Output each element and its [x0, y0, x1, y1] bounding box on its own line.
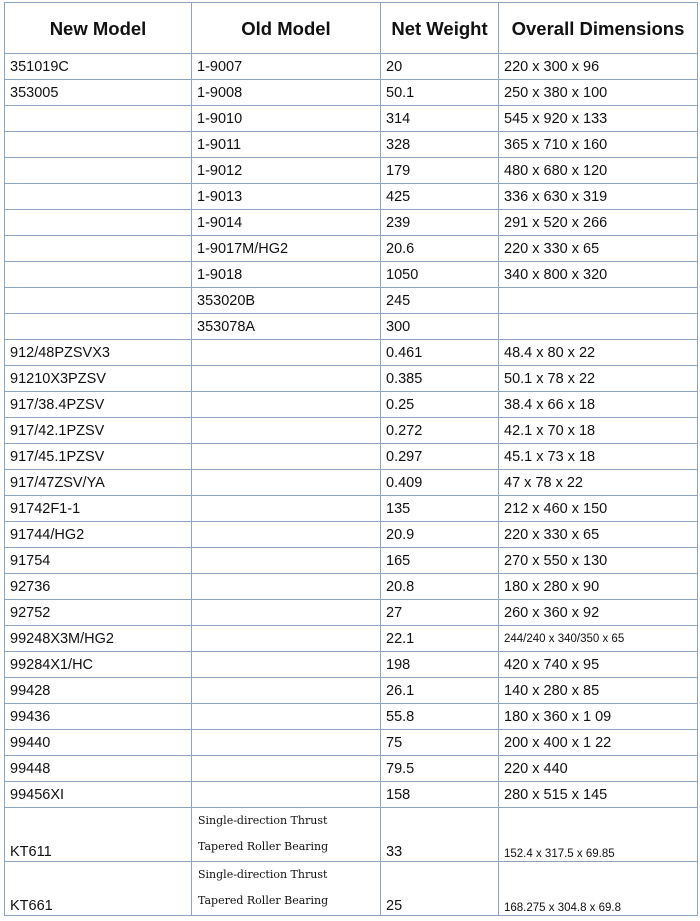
new-model-cell: 99284X1/HC	[5, 652, 192, 678]
new-model-cell: 99448	[5, 756, 192, 782]
table-row	[5, 80, 698, 106]
dimensions-cell: 152.4 x 317.5 x 69.85	[499, 808, 698, 862]
table-row	[5, 574, 698, 600]
net-weight-cell: 20.6	[381, 236, 499, 262]
table-row	[5, 418, 698, 444]
table-row	[5, 340, 698, 366]
net-weight-cell: 75	[381, 730, 499, 756]
new-model-cell: 353005	[5, 80, 192, 106]
net-weight-cell: 245	[381, 288, 499, 314]
old-model-cell: 1-9010	[192, 106, 381, 132]
new-model-cell: 99436	[5, 704, 192, 730]
dimensions-cell: 250 x 380 x 100	[499, 80, 698, 106]
net-weight-cell: 50.1	[381, 80, 499, 106]
table-row	[5, 184, 698, 210]
old-model-cell: 1-9018	[192, 262, 381, 288]
net-weight-cell: 314	[381, 106, 499, 132]
table-row	[5, 54, 698, 80]
new-model-cell	[5, 236, 192, 262]
table-row	[5, 236, 698, 262]
old-model-cell	[192, 470, 381, 496]
table-row	[5, 262, 698, 288]
dimensions-cell: 200 x 400 x 1 22	[499, 730, 698, 756]
old-model-cell	[192, 548, 381, 574]
dimensions-cell: 220 x 330 x 65	[499, 522, 698, 548]
description-line: Tapered Roller Bearing	[198, 840, 329, 853]
old-model-cell: 1-9007	[192, 54, 381, 80]
new-model-cell: KT611	[5, 808, 192, 862]
new-model-cell: 92752	[5, 600, 192, 626]
old-model-cell	[192, 756, 381, 782]
table-row	[5, 600, 698, 626]
old-model-cell	[192, 600, 381, 626]
description-line: Single-direction Thrust	[198, 868, 328, 881]
net-weight-cell: 26.1	[381, 678, 499, 704]
dimensions-cell: 365 x 710 x 160	[499, 132, 698, 158]
new-model-cell	[5, 106, 192, 132]
net-weight-cell: 20.9	[381, 522, 499, 548]
old-model-cell: 353020B	[192, 288, 381, 314]
old-model-cell: 1-9017M/HG2	[192, 236, 381, 262]
dimensions-cell: 340 x 800 x 320	[499, 262, 698, 288]
dimensions-cell: 480 x 680 x 120	[499, 158, 698, 184]
net-weight-cell: 20	[381, 54, 499, 80]
table-row	[5, 158, 698, 184]
header-old-model: Old Model	[192, 3, 381, 54]
old-model-cell: 1-9008	[192, 80, 381, 106]
net-weight-cell: 300	[381, 314, 499, 340]
table-body	[5, 54, 698, 916]
dimensions-cell: 180 x 360 x 1 09	[499, 704, 698, 730]
old-model-cell	[192, 730, 381, 756]
dimensions-cell: 140 x 280 x 85	[499, 678, 698, 704]
bearing-models-table	[4, 2, 698, 916]
dimensions-cell: 42.1 x 70 x 18	[499, 418, 698, 444]
table-header	[5, 3, 698, 54]
net-weight-cell: 198	[381, 652, 499, 678]
old-model-cell	[192, 418, 381, 444]
old-model-cell	[192, 522, 381, 548]
net-weight-cell: 20.8	[381, 574, 499, 600]
table-row	[5, 862, 698, 916]
old-model-cell	[192, 574, 381, 600]
net-weight-cell: 25	[381, 862, 499, 916]
dimensions-cell: 244/240 x 340/350 x 65	[499, 626, 698, 652]
net-weight-cell: 158	[381, 782, 499, 808]
table-row	[5, 392, 698, 418]
header-net-weight: Net Weight	[381, 3, 499, 54]
new-model-cell: 917/47ZSV/YA	[5, 470, 192, 496]
net-weight-cell: 239	[381, 210, 499, 236]
old-model-cell: 1-9014	[192, 210, 381, 236]
old-model-cell: 1-9012	[192, 158, 381, 184]
net-weight-cell: 27	[381, 600, 499, 626]
old-model-cell	[192, 782, 381, 808]
table-row	[5, 704, 698, 730]
net-weight-cell: 1050	[381, 262, 499, 288]
dimensions-cell: 180 x 280 x 90	[499, 574, 698, 600]
table-row	[5, 132, 698, 158]
old-model-cell	[192, 652, 381, 678]
table-row	[5, 210, 698, 236]
description-line: Single-direction Thrust	[198, 814, 328, 827]
table-row	[5, 548, 698, 574]
old-model-cell: 1-9013	[192, 184, 381, 210]
net-weight-cell: 0.272	[381, 418, 499, 444]
new-model-cell: 99440	[5, 730, 192, 756]
dimensions-cell: 168.275 x 304.8 x 69.8	[499, 862, 698, 916]
table-row	[5, 782, 698, 808]
new-model-cell: 99456XI	[5, 782, 192, 808]
header-row	[5, 3, 698, 54]
new-model-cell: KT661	[5, 862, 192, 916]
dimensions-cell: 212 x 460 x 150	[499, 496, 698, 522]
old-model-cell	[192, 704, 381, 730]
new-model-cell: 91754	[5, 548, 192, 574]
table-row	[5, 808, 698, 862]
table-row	[5, 652, 698, 678]
new-model-cell	[5, 132, 192, 158]
net-weight-cell: 33	[381, 808, 499, 862]
old-model-cell	[192, 496, 381, 522]
dimensions-cell: 270 x 550 x 130	[499, 548, 698, 574]
header-overall-dimensions: Overall Dimensions	[499, 3, 698, 54]
dimensions-cell: 47 x 78 x 22	[499, 470, 698, 496]
dimensions-cell: 45.1 x 73 x 18	[499, 444, 698, 470]
new-model-cell	[5, 158, 192, 184]
dimensions-cell: 50.1 x 78 x 22	[499, 366, 698, 392]
dimensions-cell: 336 x 630 x 319	[499, 184, 698, 210]
net-weight-cell: 0.385	[381, 366, 499, 392]
table-row	[5, 314, 698, 340]
new-model-cell: 912/48PZSVX3	[5, 340, 192, 366]
new-model-cell: 99428	[5, 678, 192, 704]
new-model-cell	[5, 210, 192, 236]
old-model-cell	[192, 366, 381, 392]
old-model-description-cell	[192, 862, 381, 916]
old-model-description-cell	[192, 808, 381, 862]
new-model-cell	[5, 184, 192, 210]
dimensions-cell: 260 x 360 x 92	[499, 600, 698, 626]
old-model-cell: 353078A	[192, 314, 381, 340]
dimensions-cell: 38.4 x 66 x 18	[499, 392, 698, 418]
new-model-cell: 92736	[5, 574, 192, 600]
new-model-cell: 351019C	[5, 54, 192, 80]
dimensions-cell: 545 x 920 x 133	[499, 106, 698, 132]
dimensions-cell: 280 x 515 x 145	[499, 782, 698, 808]
new-model-cell: 917/45.1PZSV	[5, 444, 192, 470]
net-weight-cell: 165	[381, 548, 499, 574]
table-row	[5, 470, 698, 496]
new-model-cell: 99248X3M/HG2	[5, 626, 192, 652]
table-row	[5, 678, 698, 704]
net-weight-cell: 55.8	[381, 704, 499, 730]
table-row	[5, 366, 698, 392]
new-model-cell: 91742F1-1	[5, 496, 192, 522]
table-row	[5, 496, 698, 522]
new-model-cell: 91210X3PZSV	[5, 366, 192, 392]
new-model-cell: 917/38.4PZSV	[5, 392, 192, 418]
net-weight-cell: 0.461	[381, 340, 499, 366]
table-row	[5, 288, 698, 314]
net-weight-cell: 135	[381, 496, 499, 522]
net-weight-cell: 328	[381, 132, 499, 158]
table-row	[5, 730, 698, 756]
dimensions-cell	[499, 288, 698, 314]
dimensions-cell: 220 x 440	[499, 756, 698, 782]
table-row	[5, 756, 698, 782]
dimensions-cell: 220 x 330 x 65	[499, 236, 698, 262]
dimensions-cell	[499, 314, 698, 340]
new-model-cell	[5, 262, 192, 288]
dimensions-cell: 48.4 x 80 x 22	[499, 340, 698, 366]
new-model-cell	[5, 288, 192, 314]
net-weight-cell: 179	[381, 158, 499, 184]
net-weight-cell: 0.25	[381, 392, 499, 418]
dimensions-cell: 291 x 520 x 266	[499, 210, 698, 236]
new-model-cell	[5, 314, 192, 340]
net-weight-cell: 0.409	[381, 470, 499, 496]
net-weight-cell: 0.297	[381, 444, 499, 470]
table-row	[5, 106, 698, 132]
old-model-cell	[192, 626, 381, 652]
dimensions-cell: 220 x 300 x 96	[499, 54, 698, 80]
table-row	[5, 522, 698, 548]
old-model-cell: 1-9011	[192, 132, 381, 158]
net-weight-cell: 79.5	[381, 756, 499, 782]
description-line: Tapered Roller Bearing	[198, 894, 329, 907]
old-model-cell	[192, 444, 381, 470]
net-weight-cell: 22.1	[381, 626, 499, 652]
new-model-cell: 917/42.1PZSV	[5, 418, 192, 444]
bearing-table-container	[4, 2, 697, 916]
header-new-model: New Model	[5, 3, 192, 54]
table-row	[5, 626, 698, 652]
old-model-cell	[192, 678, 381, 704]
table-row	[5, 444, 698, 470]
old-model-cell	[192, 340, 381, 366]
new-model-cell: 91744/HG2	[5, 522, 192, 548]
dimensions-cell: 420 x 740 x 95	[499, 652, 698, 678]
old-model-cell	[192, 392, 381, 418]
net-weight-cell: 425	[381, 184, 499, 210]
